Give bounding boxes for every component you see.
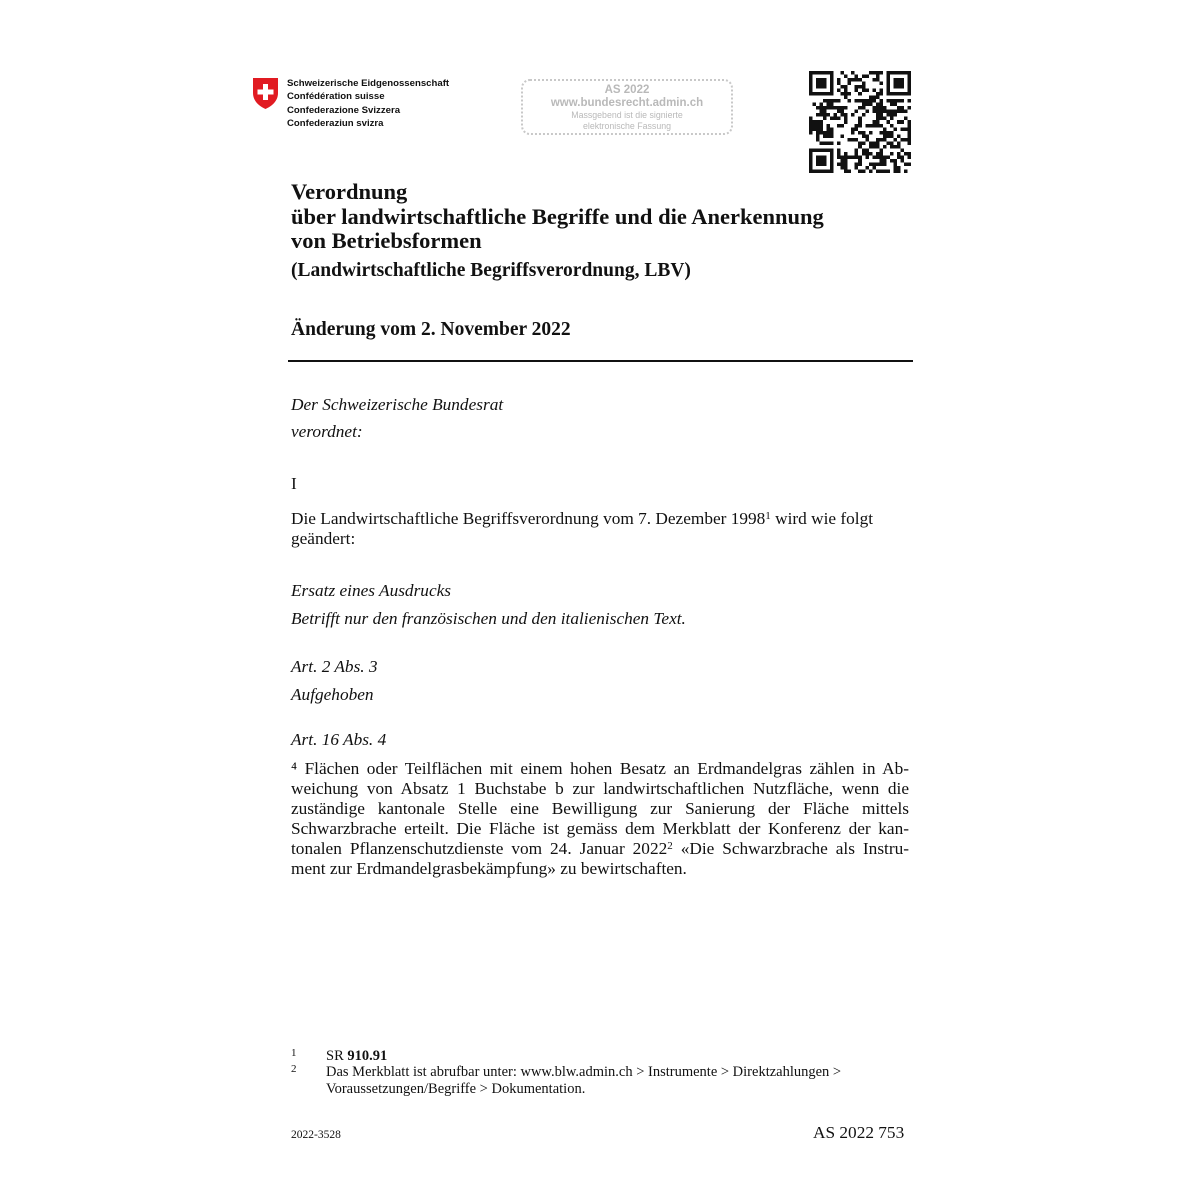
footnote-1-number: 1 xyxy=(291,1047,297,1059)
footnote-2-text xyxy=(326,1064,841,1097)
replacement-heading: Ersatz eines Ausdrucks xyxy=(291,581,452,600)
stamp-note-2: elektronische Fassung xyxy=(582,120,672,131)
page-reference: AS 2022 753 xyxy=(813,1123,905,1142)
art2-text: Aufgehoben xyxy=(291,685,374,704)
logo-text xyxy=(287,77,449,130)
preamble xyxy=(291,391,909,445)
logo-line-it: Confederazione Svizzera xyxy=(287,104,401,116)
document-number: 2022-3528 xyxy=(291,1129,341,1141)
section-intro xyxy=(291,509,909,549)
art16-line-1: ⁴ Flächen oder Teilflächen mit einem hohen Besatz an Erdmandelgras zählen in Ab- xyxy=(291,759,909,778)
art16-line-5b: «Die Schwarzbrache als Instru- xyxy=(672,839,909,858)
art16-line-4: Schwarzbrache erteilt. Die Fläche ist gemäss dem Merkblatt der Konferenz der kan- xyxy=(291,819,909,838)
title-line-1: Verordnung xyxy=(291,179,408,204)
document-subtitle: (Landwirtschaftliche Begriffsverordnung, LBV) xyxy=(291,260,691,281)
footnote-ref-1: 1 xyxy=(765,510,771,522)
federal-logo xyxy=(252,77,449,130)
footnote-1-sr-number: 910.91 xyxy=(347,1048,388,1064)
logo-line-rm: Confederaziun svizra xyxy=(287,117,384,129)
stamp-as-number: AS 2022 xyxy=(604,84,650,96)
art16-line-6: ment zur Erdmandelgrasbekämpfung» zu bewirtschaften. xyxy=(291,859,687,878)
stamp-url: www.bundesrecht.admin.ch xyxy=(550,97,704,109)
swiss-shield-icon xyxy=(252,77,279,110)
preamble-line-2: verordnet: xyxy=(291,422,363,441)
replacement-block xyxy=(291,577,909,633)
footnote-2-line-1: Das Merkblatt ist abrufbar unter: www.blw.admin.ch > Instrumente > Direktzahlungen > xyxy=(326,1064,842,1080)
official-stamp xyxy=(521,79,733,135)
art2-block xyxy=(291,653,909,709)
footnote-1-prefix: SR xyxy=(326,1048,348,1064)
title-line-3: von Betriebsformen xyxy=(291,228,482,254)
art16-line-2: weichung von Absatz 1 Buchstabe b zur landwirtschaftlichen Nutzfläche, wenn die xyxy=(291,779,909,798)
art16-line-3: zuständige kantonale Stelle eine Bewilligung zur Sanierung der Fläche mittels xyxy=(291,799,909,818)
art16-line-5 xyxy=(291,839,909,859)
art16-paragraph xyxy=(291,759,909,879)
intro-text-3: geändert: xyxy=(291,529,356,548)
logo-line-fr: Confédération suisse xyxy=(287,91,385,103)
art2-heading: Art. 2 Abs. 3 xyxy=(291,657,378,676)
amendment-date: Änderung vom 2. November 2022 xyxy=(291,319,571,340)
stamp-note-1: Massgebend ist die signierte xyxy=(571,110,683,120)
title-divider xyxy=(288,360,913,362)
art16-line-5a: tonalen Pflanzenschutzdienste vom 24. Januar 2022 xyxy=(291,839,668,858)
replacement-text: Betrifft nur den französischen und den italienischen Text. xyxy=(291,609,686,628)
footnote-2-line-2: Voraussetzungen/Begriffe > Dokumentation. xyxy=(326,1080,586,1097)
intro-text-1: Die Landwirtschaftliche Begriffsverordnung vom 7. Dezember 1998 xyxy=(291,509,766,528)
footnote-2-number: 2 xyxy=(291,1063,297,1075)
section-numeral: I xyxy=(291,474,297,493)
art16-heading: Art. 16 Abs. 4 xyxy=(291,730,387,749)
intro-text-2: wird wie folgt xyxy=(770,509,874,528)
footnote-1-text xyxy=(326,1048,387,1065)
logo-line-de: Schweizerische Eidgenossenschaft xyxy=(287,78,450,89)
footnote-ref-2: 2 xyxy=(667,840,673,852)
title-line-2: über landwirtschaftliche Begriffe und die Anerkennung xyxy=(291,203,824,229)
document-title xyxy=(291,180,931,254)
qr-code-icon xyxy=(809,71,911,173)
preamble-line-1: Der Schweizerische Bundesrat xyxy=(291,395,504,414)
